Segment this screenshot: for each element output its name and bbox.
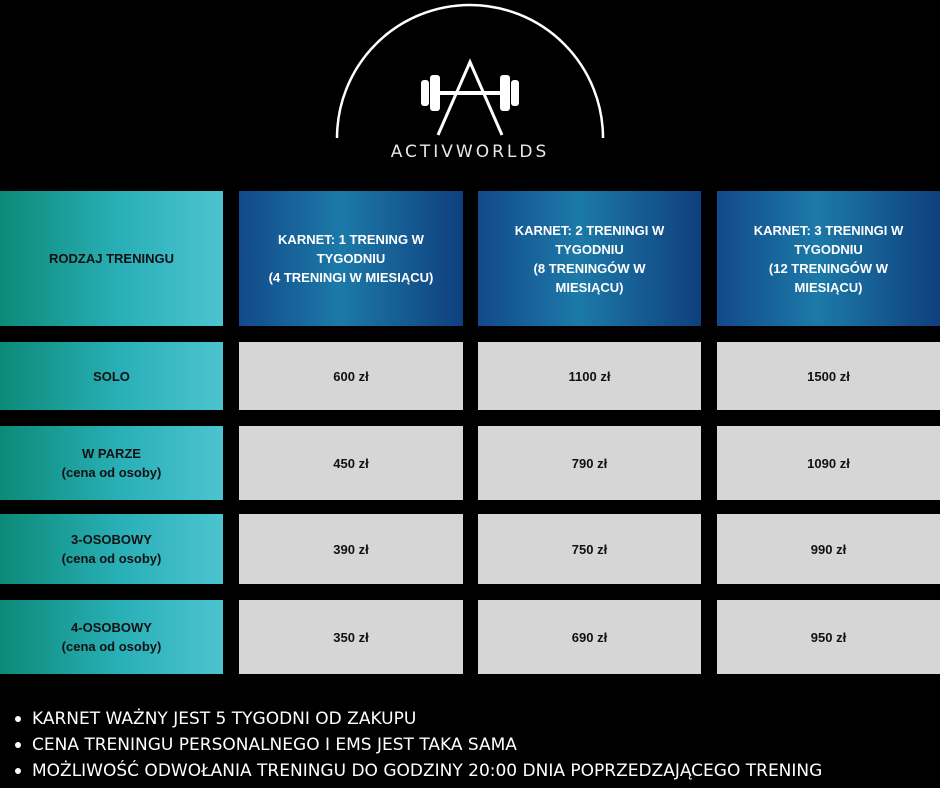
row-sublabel: (cena od osoby) <box>61 465 162 480</box>
row-label-3-osobowy <box>0 514 223 584</box>
price-cell <box>478 342 701 410</box>
price-cell <box>239 600 463 674</box>
header-column-2 <box>478 191 701 326</box>
row-sublabel: (cena od osoby) <box>61 639 162 654</box>
header-column-line: MIESIĄCU) <box>555 279 624 295</box>
price-cell <box>239 342 463 410</box>
header-column-3 <box>717 191 940 326</box>
header-column-line: KARNET: 1 TRENING W <box>278 232 424 247</box>
note-item: MOŻLIWOŚĆ ODWOŁANIA TRENINGU DO GODZINY 20:00 DNIA POPRZEDZAJĄCEGO TRENING <box>12 758 822 784</box>
header-column-line: KARNET: 3 TRENINGI W <box>753 222 904 238</box>
price-value: 750 zł <box>571 541 608 557</box>
letter-a-icon <box>438 62 502 135</box>
note-item: KARNET WAŻNY JEST 5 TYGODNI OD ZAKUPU <box>12 706 822 732</box>
header-type-label: RODZAJ TRENINGU <box>49 251 174 266</box>
logo-arc <box>337 5 603 138</box>
row-label: W PARZE <box>82 446 141 461</box>
price-cell <box>717 342 940 410</box>
header-column-1 <box>239 191 463 326</box>
header-column-line: (8 TRENINGÓW W <box>533 260 646 276</box>
price-value: 350 zł <box>333 629 369 645</box>
row-label-4-osobowy <box>0 600 223 674</box>
row-sublabel: (cena od osoby) <box>61 551 162 566</box>
price-value: 1090 zł <box>807 455 850 471</box>
price-value: 600 zł <box>333 368 369 384</box>
brand-name: ACTIVWORLDS <box>390 142 550 162</box>
notes-list <box>12 706 822 784</box>
row-label: 4-OSOBOWY <box>71 620 152 635</box>
header-type-cell <box>0 191 223 326</box>
header-column-line: (4 TRENINGI W MIESIĄCU) <box>268 270 434 285</box>
price-cell <box>478 426 701 500</box>
barbell-icon <box>421 75 519 111</box>
price-cell <box>239 426 463 500</box>
row-label: SOLO <box>93 368 130 384</box>
price-value: 950 zł <box>810 629 847 645</box>
header-column-line: TYGODNIU <box>555 241 624 257</box>
price-value: 1100 zł <box>568 368 611 384</box>
price-cell <box>717 600 940 674</box>
price-value: 790 zł <box>571 455 608 471</box>
header-column-line: KARNET: 2 TRENINGI W <box>514 222 665 238</box>
header-column-line: TYGODNIU <box>316 251 386 266</box>
header-column-line: (12 TRENINGÓW W <box>768 260 889 276</box>
price-cell <box>717 514 940 584</box>
price-cell <box>478 600 701 674</box>
price-value: 390 zł <box>333 541 369 557</box>
price-cell <box>478 514 701 584</box>
row-label-w-parze <box>0 426 223 500</box>
price-value: 1500 zł <box>807 368 850 384</box>
header-column-line: MIESIĄCU) <box>794 279 863 295</box>
price-cell <box>239 514 463 584</box>
header-column-line: TYGODNIU <box>794 241 863 257</box>
price-value: 450 zł <box>333 455 369 471</box>
note-item: CENA TRENINGU PERSONALNEGO I EMS JEST TAKA SAMA <box>12 732 822 758</box>
row-label: 3-OSOBOWY <box>71 532 152 547</box>
price-value: 690 zł <box>571 629 608 645</box>
price-value: 990 zł <box>810 541 847 557</box>
row-label-solo <box>0 342 223 410</box>
price-cell <box>717 426 940 500</box>
